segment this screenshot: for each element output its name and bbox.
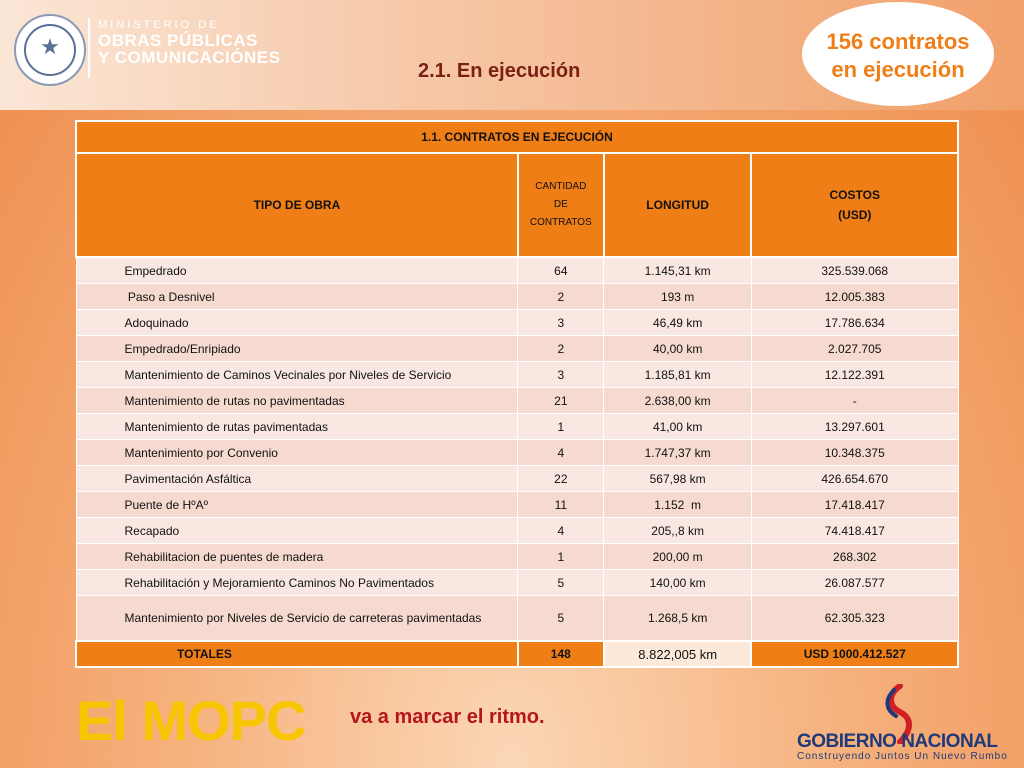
cell-cantidad: 3 bbox=[518, 362, 604, 388]
col-header-costos bbox=[751, 153, 958, 257]
table-row bbox=[76, 284, 958, 310]
cell-tipo: Empedrado/Enripiado bbox=[76, 336, 518, 362]
header-divider bbox=[88, 18, 90, 78]
cell-cantidad: 22 bbox=[518, 466, 604, 492]
ministry-logo-text bbox=[98, 20, 280, 67]
totals-longitud: 8.822,005 km bbox=[604, 641, 752, 667]
cell-cantidad: 2 bbox=[518, 336, 604, 362]
cell-costos: 17.786.634 bbox=[751, 310, 958, 336]
cell-cantidad: 21 bbox=[518, 388, 604, 414]
cell-tipo: Pavimentación Asfáltica bbox=[76, 466, 518, 492]
table-row bbox=[76, 518, 958, 544]
col-header-cantidad bbox=[518, 153, 604, 257]
cell-longitud: 193 m bbox=[604, 284, 752, 310]
cell-costos: 268.302 bbox=[751, 544, 958, 570]
totals-costos: USD 1000.412.527 bbox=[751, 641, 958, 667]
cell-cantidad: 5 bbox=[518, 596, 604, 642]
cell-tipo: Mantenimiento de rutas no pavimentadas bbox=[76, 388, 518, 414]
badge-line2: en ejecución bbox=[831, 57, 965, 82]
table-row bbox=[76, 414, 958, 440]
table-row bbox=[76, 544, 958, 570]
slogan-big: El MOPC bbox=[76, 689, 306, 752]
cell-longitud: 40,00 km bbox=[604, 336, 752, 362]
cell-tipo: Paso a Desnivel bbox=[76, 284, 518, 310]
cell-costos: 13.297.601 bbox=[751, 414, 958, 440]
section-title: 2.1. En ejecución bbox=[418, 60, 581, 82]
col-cantidad-line1: CANTIDAD bbox=[535, 181, 587, 192]
contracts-table bbox=[75, 120, 959, 668]
cell-costos: 12.122.391 bbox=[751, 362, 958, 388]
cell-costos: 325.539.068 bbox=[751, 257, 958, 284]
table-row bbox=[76, 310, 958, 336]
cell-tipo: Rehabilitacion de puentes de madera bbox=[76, 544, 518, 570]
col-header-longitud: LONGITUD bbox=[604, 153, 752, 257]
cell-longitud: 200,00 m bbox=[604, 544, 752, 570]
cell-cantidad: 1 bbox=[518, 414, 604, 440]
cell-cantidad: 4 bbox=[518, 518, 604, 544]
cell-tipo: Mantenimiento por Niveles de Servicio de carreteras pavimentadas bbox=[76, 596, 518, 642]
cell-costos: 12.005.383 bbox=[751, 284, 958, 310]
totals-cantidad: 148 bbox=[518, 641, 604, 667]
gov-tagline: Construyendo Juntos Un Nuevo Rumbo bbox=[797, 751, 1008, 762]
cell-longitud: 2.638,00 km bbox=[604, 388, 752, 414]
table-row bbox=[76, 492, 958, 518]
cell-tipo: Puente de HºAº bbox=[76, 492, 518, 518]
cell-costos: 74.418.417 bbox=[751, 518, 958, 544]
cell-tipo: Adoquinado bbox=[76, 310, 518, 336]
cell-cantidad: 2 bbox=[518, 284, 604, 310]
cell-costos: 17.418.417 bbox=[751, 492, 958, 518]
table-row bbox=[76, 336, 958, 362]
totals-label: TOTALES bbox=[76, 641, 518, 667]
table-row bbox=[76, 440, 958, 466]
ministry-line3: Y COMUNICACIÓNES bbox=[98, 48, 281, 68]
ministry-line1: MINISTERIO DE bbox=[98, 19, 220, 31]
cell-longitud: 1.152 m bbox=[604, 492, 752, 518]
cell-longitud: 1.268,5 km bbox=[604, 596, 752, 642]
contracts-badge bbox=[802, 2, 994, 106]
cell-longitud: 1.747,37 km bbox=[604, 440, 752, 466]
cell-longitud: 46,49 km bbox=[604, 310, 752, 336]
cell-longitud: 140,00 km bbox=[604, 570, 752, 596]
cell-longitud: 1.145,31 km bbox=[604, 257, 752, 284]
table-title-row bbox=[76, 121, 958, 153]
table-row bbox=[76, 362, 958, 388]
col-costos-line2: (USD) bbox=[838, 208, 872, 222]
cell-longitud: 1.185,81 km bbox=[604, 362, 752, 388]
table-header-row bbox=[76, 153, 958, 257]
totals-row bbox=[76, 641, 958, 667]
slogan-small: va a marcar el ritmo. bbox=[350, 706, 545, 728]
cell-costos: 426.654.670 bbox=[751, 466, 958, 492]
cell-cantidad: 3 bbox=[518, 310, 604, 336]
cell-cantidad: 4 bbox=[518, 440, 604, 466]
col-cantidad-line2: DE bbox=[553, 199, 568, 210]
cell-cantidad: 1 bbox=[518, 544, 604, 570]
table-title: 1.1. CONTRATOS EN EJECUCIÓN bbox=[76, 121, 958, 153]
col-header-tipo: TIPO DE OBRA bbox=[76, 153, 518, 257]
cell-cantidad: 64 bbox=[518, 257, 604, 284]
table-row bbox=[76, 570, 958, 596]
col-cantidad-line3: CONTRATOS bbox=[529, 217, 592, 228]
cell-longitud: 41,00 km bbox=[604, 414, 752, 440]
badge-line1: 156 contratos bbox=[826, 29, 970, 54]
cell-longitud: 205,,8 km bbox=[604, 518, 752, 544]
cell-tipo: Mantenimiento por Convenio bbox=[76, 440, 518, 466]
cell-costos: - bbox=[751, 388, 958, 414]
cell-costos: 62.305.323 bbox=[751, 596, 958, 642]
ministry-line2: OBRAS PÚBLICAS bbox=[98, 30, 259, 50]
seal-icon: ★ bbox=[14, 14, 86, 86]
table-row bbox=[76, 257, 958, 284]
table-row bbox=[76, 466, 958, 492]
cell-costos: 26.087.577 bbox=[751, 570, 958, 596]
table-row bbox=[76, 388, 958, 414]
cell-tipo: Empedrado bbox=[76, 257, 518, 284]
cell-costos: 2.027.705 bbox=[751, 336, 958, 362]
col-costos-line1: COSTOS bbox=[829, 188, 880, 202]
cell-cantidad: 11 bbox=[518, 492, 604, 518]
cell-tipo: Mantenimiento de rutas pavimentadas bbox=[76, 414, 518, 440]
cell-tipo: Mantenimiento de Caminos Vecinales por Niveles de Servicio bbox=[76, 362, 518, 388]
cell-cantidad: 5 bbox=[518, 570, 604, 596]
cell-tipo: Rehabilitación y Mejoramiento Caminos No Pavimentados bbox=[76, 570, 518, 596]
cell-longitud: 567,98 km bbox=[604, 466, 752, 492]
table-row bbox=[76, 596, 958, 642]
cell-tipo: Recapado bbox=[76, 518, 518, 544]
cell-costos: 10.348.375 bbox=[751, 440, 958, 466]
gov-name: GOBIERNO NACIONAL bbox=[797, 731, 998, 752]
